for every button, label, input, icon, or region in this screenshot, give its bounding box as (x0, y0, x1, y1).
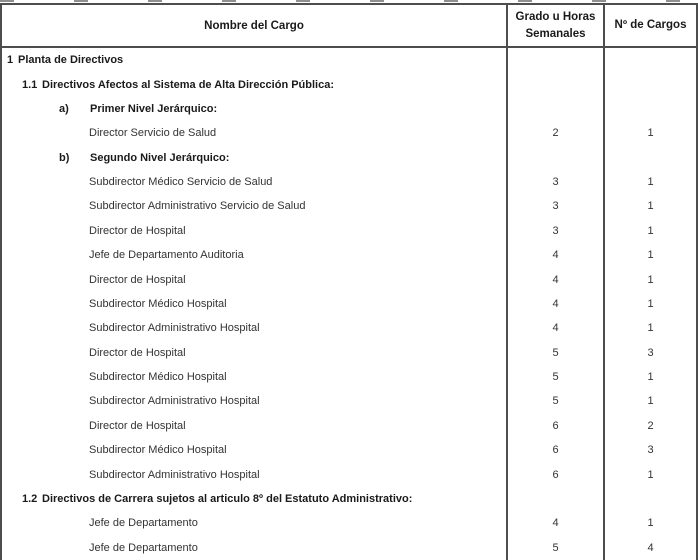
table-row (2, 267, 696, 291)
row-number: 1.2 (22, 492, 38, 505)
table-row (2, 243, 696, 267)
cell-nombre (2, 365, 508, 389)
cell-nombre (2, 511, 508, 535)
row-label: Director Servicio de Salud (89, 127, 217, 140)
cell-cargos: 1 (647, 224, 654, 237)
cell-grado: 3 (508, 219, 605, 243)
table-row (2, 511, 696, 535)
row-label: Planta de Directivos (18, 54, 124, 67)
table-row (2, 536, 696, 560)
cell-grado: 5 (508, 389, 605, 413)
row-number: b) (59, 151, 70, 164)
cell-grado: 6 (508, 438, 605, 462)
header-cargos-label: Nº de Cargos (614, 19, 687, 31)
table-row (2, 194, 696, 218)
row-label: Subdirector Médico Servicio de Salud (89, 176, 273, 189)
cell-grado: 4 (508, 292, 605, 316)
cell-grado: 4 (508, 316, 605, 340)
cell-nombre (2, 341, 508, 365)
row-label: Director de Hospital (89, 346, 186, 359)
cell-cargos: 1 (647, 322, 654, 335)
table-row (2, 438, 696, 462)
table-row (2, 487, 696, 511)
cell-grado (508, 97, 605, 121)
cell-nombre (2, 194, 508, 218)
row-label: Subdirector Administrativo Hospital (89, 395, 260, 408)
row-label: Subdirector Administrativo Hospital (89, 322, 260, 335)
cell-cargos: 1 (647, 200, 654, 213)
cell-nombre (2, 121, 508, 145)
table-row (2, 48, 696, 72)
header-numero-de-cargos (605, 5, 696, 46)
header-nombre-del-cargo (2, 5, 508, 46)
cell-nombre (2, 219, 508, 243)
cell-grado: 3 (508, 194, 605, 218)
cell-cargos: 1 (647, 517, 654, 530)
row-label: Jefe de Departamento (89, 541, 198, 554)
cell-nombre (2, 438, 508, 462)
row-label: Subdirector Administrativo Servicio de Salud (89, 200, 306, 213)
cell-cargos (605, 487, 696, 511)
table-row (2, 414, 696, 438)
table-body (2, 48, 696, 560)
cell-grado (508, 487, 605, 511)
cell-cargos: 3 (647, 444, 654, 457)
table-row (2, 365, 696, 389)
staffing-table (0, 3, 698, 560)
cell-cargos (605, 97, 696, 121)
cell-cargos (605, 48, 696, 72)
table-row (2, 389, 696, 413)
cell-cargos: 4 (647, 541, 654, 554)
cell-grado (508, 146, 605, 170)
row-label: Subdirector Médico Hospital (89, 444, 227, 457)
table-row (2, 146, 696, 170)
cell-grado: 2 (508, 121, 605, 145)
cell-nombre (2, 414, 508, 438)
row-label: Director de Hospital (89, 273, 186, 286)
cell-grado: 5 (508, 365, 605, 389)
table-row (2, 72, 696, 96)
cell-nombre (2, 48, 508, 72)
row-label: Subdirector Médico Hospital (89, 371, 227, 384)
table-row (2, 97, 696, 121)
cell-grado: 4 (508, 511, 605, 535)
cell-cargos: 1 (647, 249, 654, 262)
top-dashed-line (0, 0, 698, 2)
header-grado-line1: Grado u Horas (515, 10, 596, 23)
row-label: Segundo Nivel Jerárquico: (90, 151, 230, 164)
row-label: Directivos de Carrera sujetos al articulo 8º del Estatuto Administrativo: (42, 492, 413, 505)
cell-grado: 4 (508, 243, 605, 267)
cell-nombre (2, 316, 508, 340)
cell-grado (508, 72, 605, 96)
cell-cargos: 1 (647, 273, 654, 286)
header-grado-u-horas (508, 5, 605, 46)
row-number: a) (59, 102, 69, 115)
cell-nombre (2, 72, 508, 96)
cell-cargos (605, 72, 696, 96)
cell-cargos: 3 (647, 346, 654, 359)
row-label: Director de Hospital (89, 419, 186, 432)
cell-nombre (2, 243, 508, 267)
cell-grado: 6 (508, 462, 605, 486)
cell-grado: 5 (508, 536, 605, 560)
row-label: Jefe de Departamento (89, 517, 198, 530)
row-label: Primer Nivel Jerárquico: (90, 102, 218, 115)
cell-grado: 5 (508, 341, 605, 365)
cell-nombre (2, 536, 508, 560)
cell-grado: 3 (508, 170, 605, 194)
cell-nombre (2, 389, 508, 413)
cell-nombre (2, 462, 508, 486)
table-row (2, 121, 696, 145)
cell-grado: 6 (508, 414, 605, 438)
table-row (2, 292, 696, 316)
cell-cargos (605, 146, 696, 170)
cell-cargos: 1 (647, 371, 654, 384)
table-header-row (2, 5, 696, 48)
table-row (2, 219, 696, 243)
cell-cargos: 1 (647, 297, 654, 310)
row-label: Director de Hospital (89, 224, 186, 237)
cell-nombre (2, 170, 508, 194)
cell-nombre (2, 292, 508, 316)
table-row (2, 341, 696, 365)
cell-nombre (2, 97, 508, 121)
row-number: 1.1 (22, 78, 38, 91)
cell-grado (508, 48, 605, 72)
cell-nombre (2, 487, 508, 511)
row-label: Subdirector Administrativo Hospital (89, 468, 260, 481)
cell-nombre (2, 146, 508, 170)
cell-cargos: 1 (647, 468, 654, 481)
header-grado-line2: Semanales (525, 27, 586, 40)
cell-cargos: 2 (647, 419, 654, 432)
cell-cargos: 1 (647, 176, 654, 189)
row-number: 1 (7, 54, 14, 67)
table-row (2, 316, 696, 340)
row-label: Jefe de Departamento Auditoria (89, 249, 244, 262)
row-label: Subdirector Médico Hospital (89, 297, 227, 310)
cell-cargos: 1 (647, 127, 654, 140)
cell-cargos: 1 (647, 395, 654, 408)
cell-grado: 4 (508, 267, 605, 291)
header-nombre-label: Nombre del Cargo (204, 19, 304, 32)
table-row (2, 170, 696, 194)
table-row (2, 462, 696, 486)
cell-nombre (2, 267, 508, 291)
row-label: Directivos Afectos al Sistema de Alta Dirección Pública: (42, 78, 335, 91)
